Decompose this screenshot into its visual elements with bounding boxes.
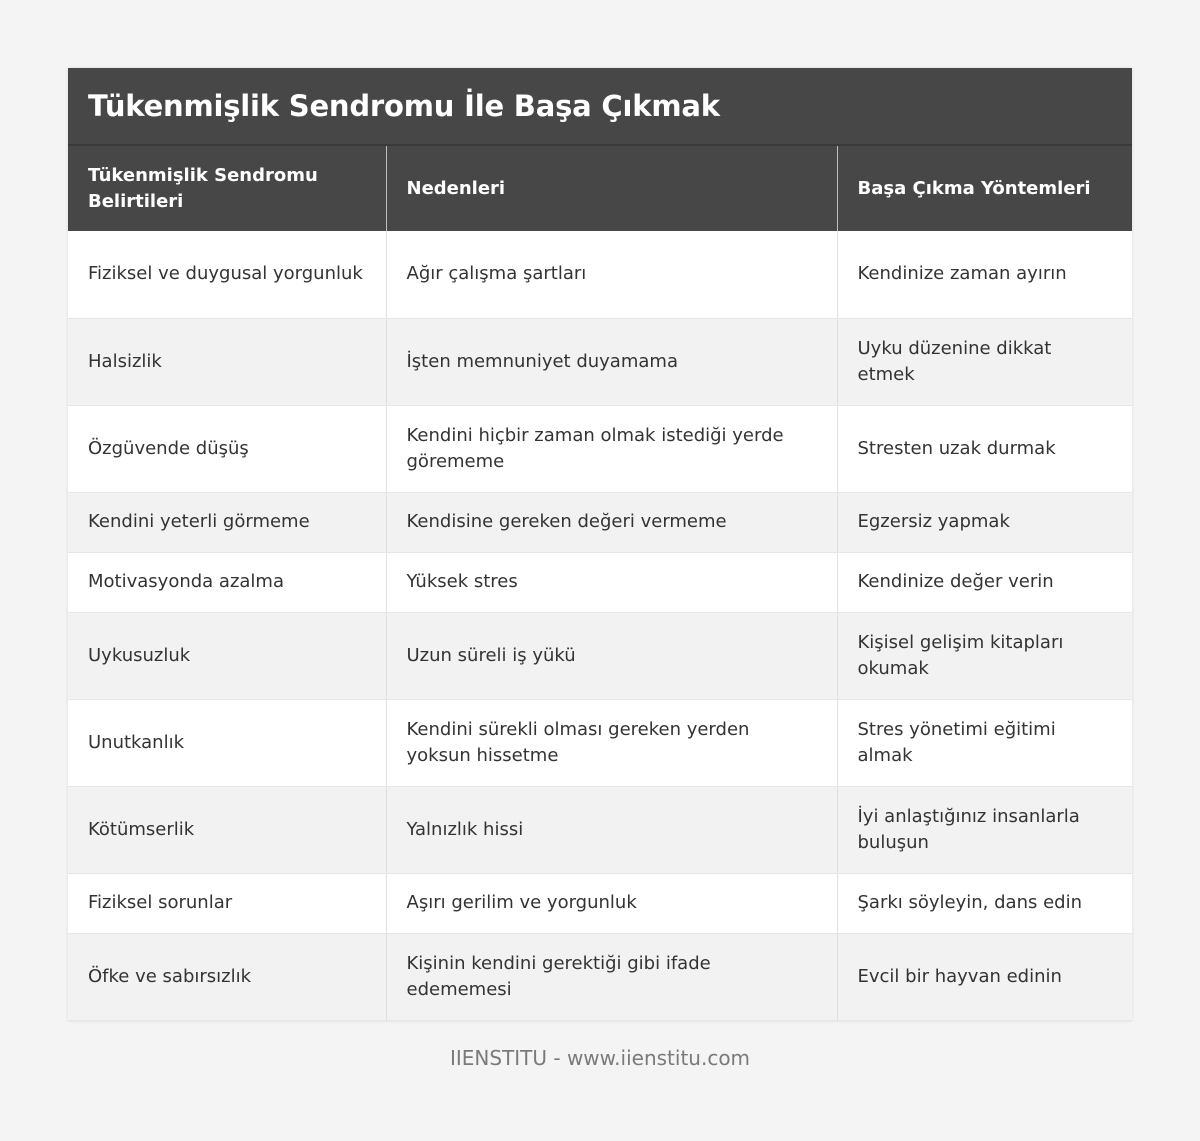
cause-cell: Yalnızlık hissi xyxy=(386,786,837,873)
cause-cell: Aşırı gerilim ve yorgunluk xyxy=(386,873,837,933)
symptom-cell: Öfke ve sabırsızlık xyxy=(68,933,386,1020)
table-row xyxy=(68,612,1132,699)
method-cell: Stres yönetimi eğitimi almak xyxy=(837,699,1132,786)
symptom-cell: Halsizlik xyxy=(68,318,386,405)
symptom-cell: Motivasyonda azalma xyxy=(68,552,386,612)
method-cell: Uyku düzenine dikkat etmek xyxy=(837,318,1132,405)
cause-cell: Kişinin kendini gerektiği gibi ifade edememesi xyxy=(386,933,837,1020)
column-header-symptoms: Tükenmişlik Sendromu Belirtileri xyxy=(68,145,386,231)
cause-cell: İşten memnuniyet duyamama xyxy=(386,318,837,405)
table-row xyxy=(68,699,1132,786)
data-table xyxy=(68,144,1132,1021)
cause-cell: Uzun süreli iş yükü xyxy=(386,612,837,699)
cause-cell: Kendini sürekli olması gereken yerden yoksun hissetme xyxy=(386,699,837,786)
method-cell: Kendinize değer verin xyxy=(837,552,1132,612)
method-cell: İyi anlaştığınız insanlarla buluşun xyxy=(837,786,1132,873)
symptom-cell: Fiziksel sorunlar xyxy=(68,873,386,933)
table-row xyxy=(68,492,1132,552)
title-bar xyxy=(68,68,1132,144)
symptom-cell: Uykusuzluk xyxy=(68,612,386,699)
symptom-cell: Kendini yeterli görmeme xyxy=(68,492,386,552)
table-card xyxy=(68,68,1132,1021)
method-cell: Kişisel gelişim kitapları okumak xyxy=(837,612,1132,699)
symptom-cell: Unutkanlık xyxy=(68,699,386,786)
column-header-causes: Nedenleri xyxy=(386,145,837,231)
header-row xyxy=(68,145,1132,231)
method-cell: Egzersiz yapmak xyxy=(837,492,1132,552)
footer-credit: IIENSTITU - www.iienstitu.com xyxy=(449,1046,751,1070)
method-cell: Stresten uzak durmak xyxy=(837,405,1132,492)
cause-cell: Ağır çalışma şartları xyxy=(386,231,837,318)
symptom-cell: Fiziksel ve duygusal yorgunluk xyxy=(68,231,386,318)
symptom-cell: Kötümserlik xyxy=(68,786,386,873)
cause-cell: Kendisine gereken değeri vermeme xyxy=(386,492,837,552)
symptom-cell: Özgüvende düşüş xyxy=(68,405,386,492)
method-cell: Evcil bir hayvan edinin xyxy=(837,933,1132,1020)
table-row xyxy=(68,873,1132,933)
table-row xyxy=(68,786,1132,873)
method-cell: Şarkı söyleyin, dans edin xyxy=(837,873,1132,933)
table-row xyxy=(68,405,1132,492)
table-row xyxy=(68,552,1132,612)
cause-cell: Kendini hiçbir zaman olmak istediği yerde görememe xyxy=(386,405,837,492)
table-title: Tükenmişlik Sendromu İle Başa Çıkmak xyxy=(88,89,720,123)
table-row xyxy=(68,318,1132,405)
table-row xyxy=(68,231,1132,318)
table-row xyxy=(68,933,1132,1020)
cause-cell: Yüksek stres xyxy=(386,552,837,612)
method-cell: Kendinize zaman ayırın xyxy=(837,231,1132,318)
column-header-methods: Başa Çıkma Yöntemleri xyxy=(837,145,1132,231)
